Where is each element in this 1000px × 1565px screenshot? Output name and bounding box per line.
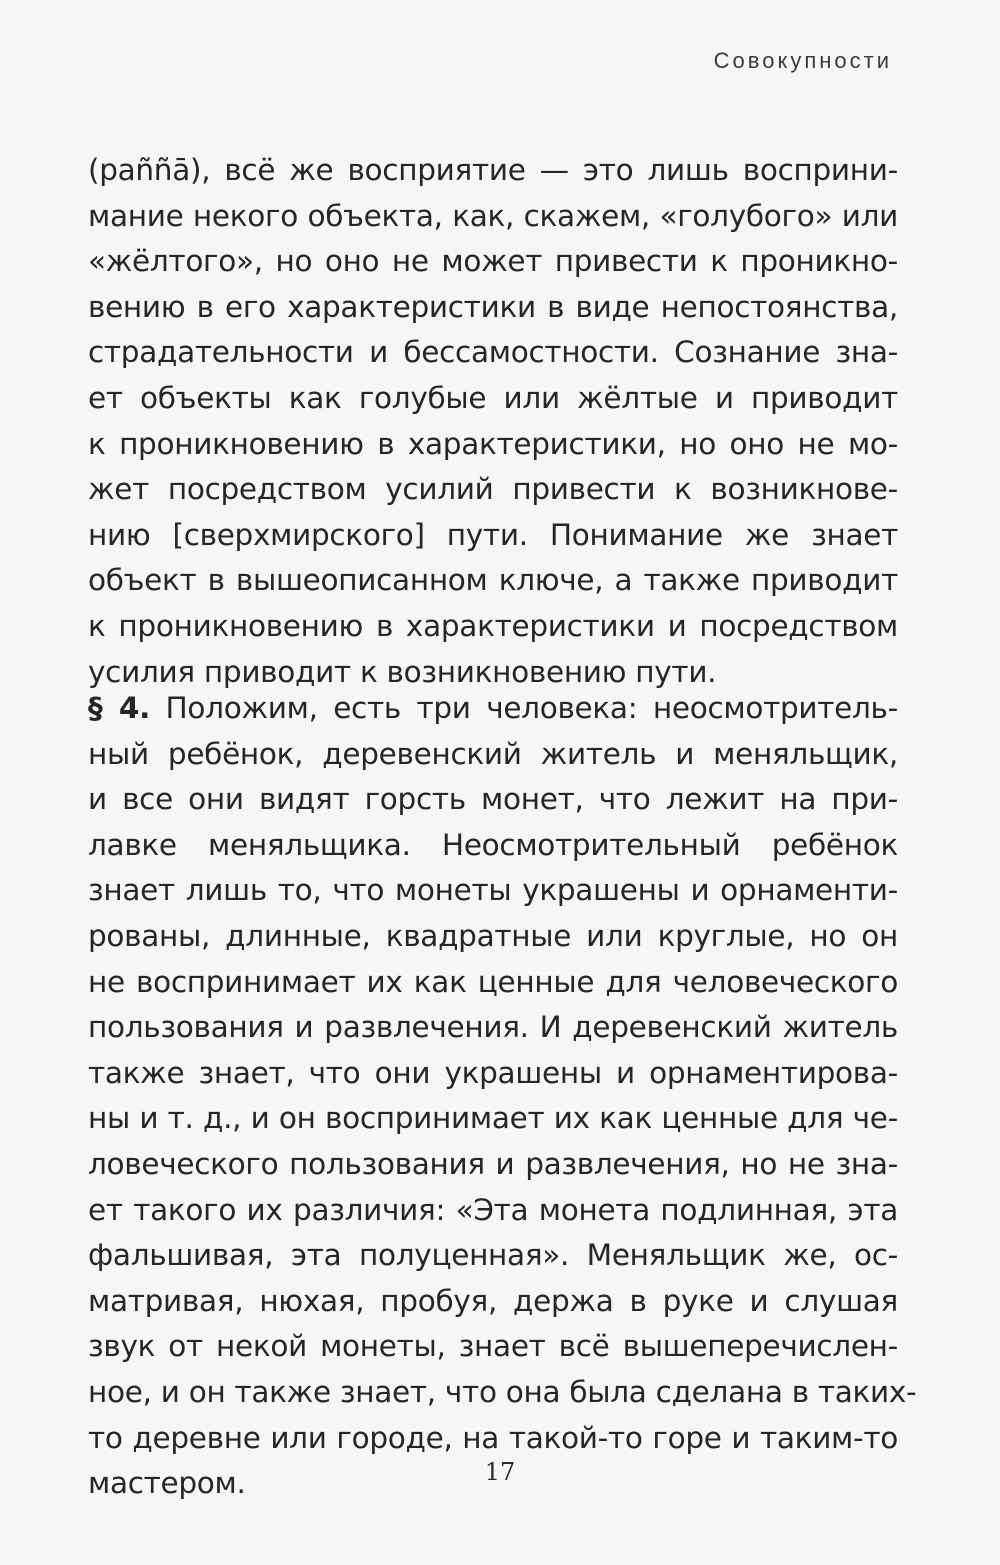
paragraph-1-line: ет объекты как голубые или жёлтые и приводит — [88, 380, 898, 415]
page-number: 17 — [484, 1458, 516, 1486]
paragraph-1-line: «жёлтого», но оно не может привести к проникно- — [88, 244, 898, 279]
section-mark: § 4. — [88, 691, 151, 725]
paragraph-1-line: к проникновению в характеристики и посредством — [88, 608, 898, 643]
paragraph-1-line: (paññā), всё же восприятие — это лишь восприни- — [88, 153, 898, 187]
paragraph-2-line: матривая, нюхая, пробуя, держа в руке и слушая — [88, 1283, 898, 1318]
paragraph-2-line: ный ребёнок, деревенский житель и меняльщик, — [88, 736, 898, 771]
paragraph-2-line: рованы, длинные, квадратные или круглые, но он — [88, 918, 898, 953]
paragraph-2-line: лавке меняльщика. Неосмотрительный ребёнок — [88, 827, 898, 862]
paragraph-2-line: также знает, что они украшены и орнаментирова- — [88, 1055, 898, 1090]
paragraph-2-line: ет такого их различия: «Эта монета подлинная, эта — [88, 1192, 898, 1227]
paragraph-1-line: усилия приводит к возникновению пути. — [88, 654, 717, 689]
paragraph-1-line: нию [сверхмирского] пути. Понимание же знает — [88, 517, 898, 552]
paragraph-2-line: мастером. — [88, 1466, 246, 1501]
paragraph-2-line: и все они видят горсть монет, что лежит на при- — [88, 782, 898, 817]
paragraph-2-line — [88, 686, 898, 732]
paragraph-2-line: ловеческого пользования и развлечения, но не зна- — [88, 1146, 898, 1181]
paragraph-2-first-line-text: Положим, есть три человека: неосмотритель- — [150, 691, 898, 725]
paragraph-1-line: вению в его характеристики в виде непостоянства, — [88, 289, 898, 324]
paragraph-2-line: звук от некой монеты, знает всё вышеперечислен- — [88, 1329, 898, 1364]
paragraph-2-line: то деревне или городе, на такой-то горе и таким-то — [88, 1420, 898, 1455]
paragraph-1-line: мание некого объекта, как, скажем, «голубого» или — [88, 198, 898, 233]
paragraph-1 — [88, 148, 898, 695]
paragraph-1-line: к проникновению в характеристики, но оно не мо- — [88, 426, 898, 461]
paragraph-2-line: ное, и он также знает, что она была сделана в таких- — [88, 1374, 917, 1409]
running-head: Совокупности — [713, 48, 892, 73]
paragraph-1-line: страдательности и бессамостности. Сознание зна- — [88, 335, 898, 370]
paragraph-2-line: фальшивая, эта полуценная». Меняльщик же, ос- — [88, 1238, 898, 1273]
paragraph-2-line: не воспринимает их как ценные для человеческого — [88, 964, 898, 999]
paragraph-2-line: пользования и развлечения. И деревенский житель — [88, 1010, 898, 1045]
paragraph-2-line: знает лишь то, что монеты украшены и орнаменти- — [88, 873, 898, 908]
paragraph-2 — [88, 686, 917, 1507]
paragraph-1-line: жет посредством усилий привести к возникнове- — [88, 472, 898, 507]
paragraph-2-line: ны и т. д., и он воспринимает их как ценные для че- — [88, 1101, 898, 1136]
paragraph-1-line: объект в вышеописанном ключе, а также приводит — [88, 563, 898, 598]
